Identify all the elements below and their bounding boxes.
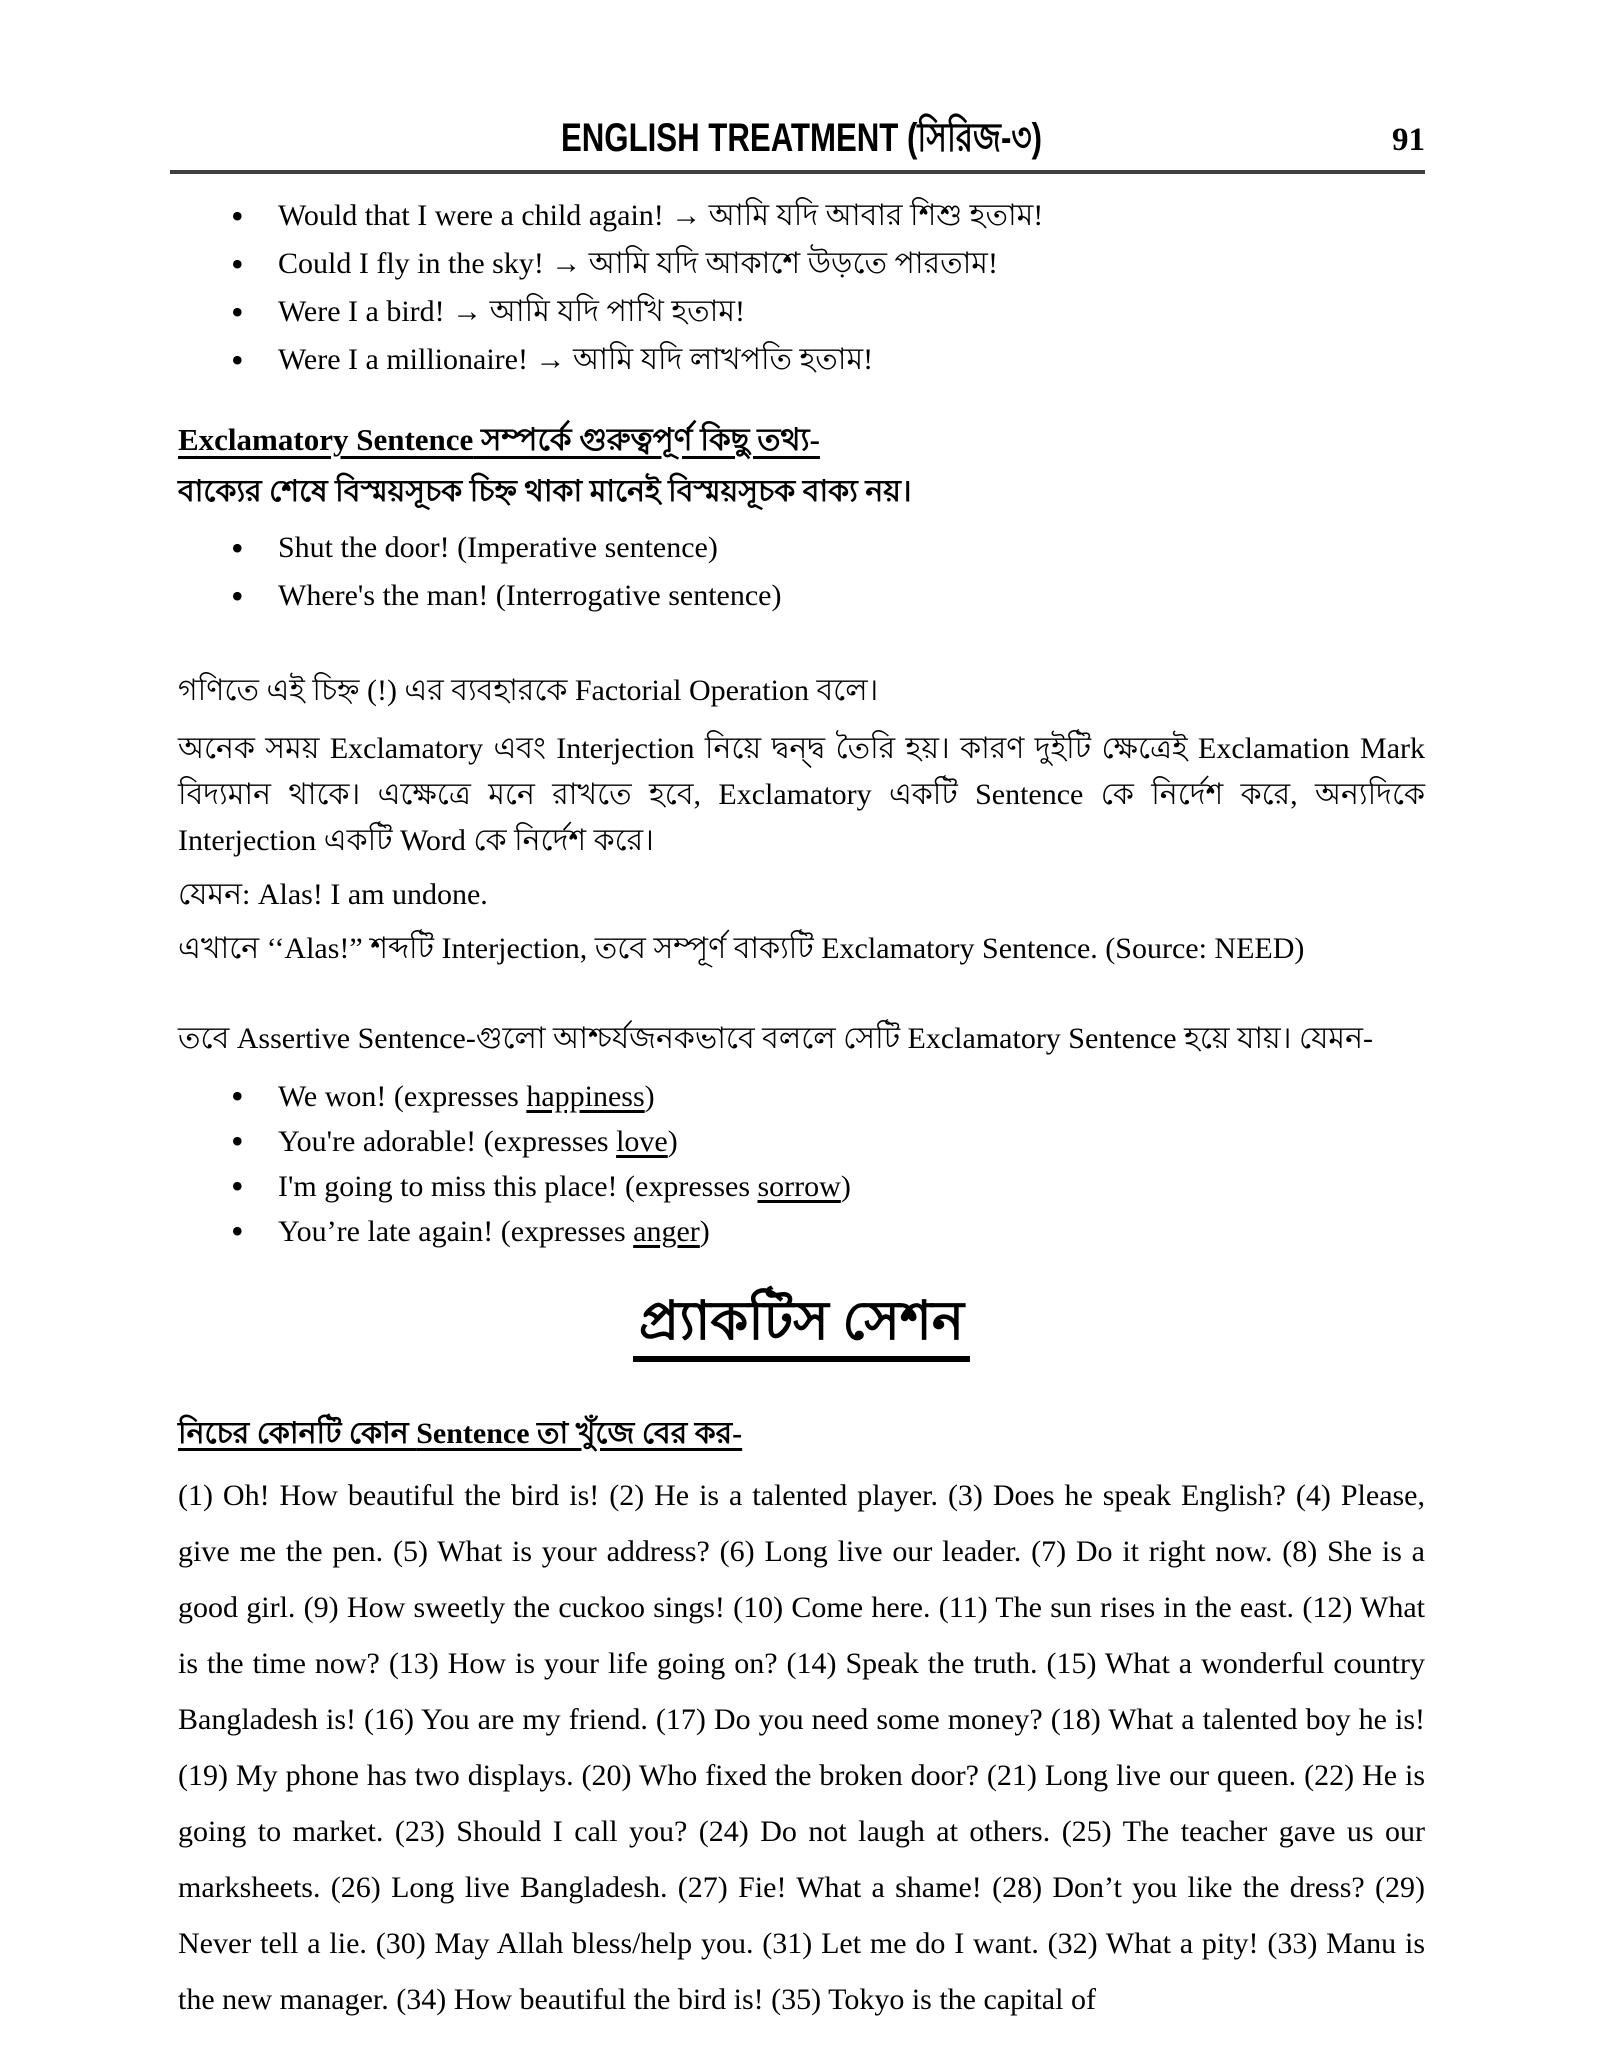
section-heading-underline (178, 422, 820, 457)
emotion-word: anger (633, 1215, 700, 1248)
sentence-text: I'm going to miss this place! (expresses (278, 1170, 758, 1203)
interjection-paragraph: অনেক সময় Exclamatory এবং Interjection নিয়ে দ্বন্দ্ব তৈরি হয়। কারণ দুইটি ক্ষেত্রেই Exclamation Mark বিদ্যমান থাকে। এক্ষেত্রে মনে রাখতে হবে, Exclamatory একটি Sentence কে নির্দেশ করে, অন্যদিকে Interjection একটি Word কে নির্দেশ করে। (178, 732, 1425, 857)
sentence-text: ) (699, 1215, 710, 1248)
section-heading-exclamatory-info (178, 418, 1425, 462)
page-header-title: ENGLISH TREATMENT (সিরিজ-৩) (560, 116, 1043, 160)
not-exclamatory-list (178, 524, 1425, 620)
list-item (278, 1164, 1425, 1209)
practice-exercise-paragraph: (1) Oh! How beautiful the bird is! (2) He is a talented player. (3) Does he speak English? (4) Please, give me the pen. (5) What is your address? (6) Long live our leader. (7) Do it right now. (8) She is a good girl. (9) How sweetly the cuckoo sings! (10) Come here. (11) The sun rises in the east. (12) What is the time now? (13) How is your life going on? (14) Speak the truth. (15) What a wonderful country Bangladesh is! (16) You are my friend. (17) Do you need some money? (18) What a talented boy he is! (19) My phone has two displays. (20) Who fixed the broken door? (21) Long live our queen. (22) He is going to market. (23) Should I call you? (24) Do not laugh at others. (25) The teacher gave us our marksheets. (26) Long live Bangladesh. (27) Fie! What a shame! (28) Don’t you like the dress? (29) Never tell a lie. (30) May Allah bless/help you. (31) Let me do I want. (32) What a pity! (33) Manu is the new manager. (34) How beautiful the bird is! (35) Tokyo is the capital of (178, 1479, 1425, 2016)
sentence-text: ) (667, 1125, 678, 1158)
instruction-bengali-1: নিচের কোনটি কোন (178, 1417, 417, 1450)
sentence-text: You’re late again! (expresses (278, 1215, 634, 1248)
list-item: • Were I a millionaire! → আমি যদি লাখপতি হতাম! (278, 336, 1425, 384)
assertive-paragraph: তবে Assertive Sentence-গুলো আশ্চর্যজনকভাবে বললে সেটি Exclamatory Sentence হয়ে যায়। যেমন- (178, 1022, 1373, 1055)
example-line: যেমন: Alas! I am undone. (178, 878, 488, 911)
list-item: • Would that I were a child again! → আমি যদি আবার শিশু হতাম! (278, 192, 1425, 240)
header-rule (170, 170, 1425, 174)
section-heading-english: Exclamatory Sentence (178, 422, 474, 457)
sentence-text: ) (644, 1080, 655, 1113)
factorial-paragraph: গণিতে এই চিহ্ন (!) এর ব্যবহারকে Factorial Operation বলে। (178, 674, 879, 707)
list-item (278, 1209, 1425, 1254)
emotion-word: happiness (526, 1080, 645, 1113)
wish-sentence-list (178, 192, 1425, 384)
emotion-word: love (616, 1125, 668, 1158)
practice-session-title (178, 1290, 1425, 1362)
page-number: 91 (1392, 122, 1425, 158)
sentence-text: We won! (expresses (278, 1080, 527, 1113)
sentence-text: ) (840, 1170, 851, 1203)
practice-instruction-heading (178, 1412, 1425, 1456)
page-header (178, 116, 1425, 164)
list-item: • Shut the door! (Imperative sentence) (278, 524, 1425, 572)
list-item: • Were I a bird! → আমি যদি পাখি হতাম! (278, 288, 1425, 336)
expresses-list (178, 1074, 1425, 1254)
exclamation-note: বাক্যের শেষে বিস্ময়সূচক চিহ্ন থাকা মানেই বিস্ময়সূচক বাক্য নয়। (178, 475, 912, 508)
alas-explanation: এখানে ‘‘Alas!” শব্দটি Interjection, তবে সম্পূর্ণ বাক্যটি Exclamatory Sentence. (Source: NEED) (178, 932, 1305, 965)
section-heading-bengali: সম্পর্কে গুরুত্বপূর্ণ কিছু তথ্য- (473, 422, 820, 457)
emotion-word: sorrow (757, 1170, 841, 1203)
instruction-bengali-2: তা খুঁজে বের কর- (529, 1417, 743, 1450)
list-item: • Where's the man! (Interrogative sentence) (278, 572, 1425, 620)
list-item (278, 1074, 1425, 1119)
practice-session-title-text: প্র্যাকটিস সেশন (633, 1290, 970, 1362)
sentence-text: You're adorable! (expresses (278, 1125, 617, 1158)
practice-instruction-underline (178, 1417, 742, 1450)
instruction-english: Sentence (416, 1417, 530, 1450)
list-item (278, 1119, 1425, 1164)
list-item: • Could I fly in the sky! → আমি যদি আকাশে উড়তে পারতাম! (278, 240, 1425, 288)
